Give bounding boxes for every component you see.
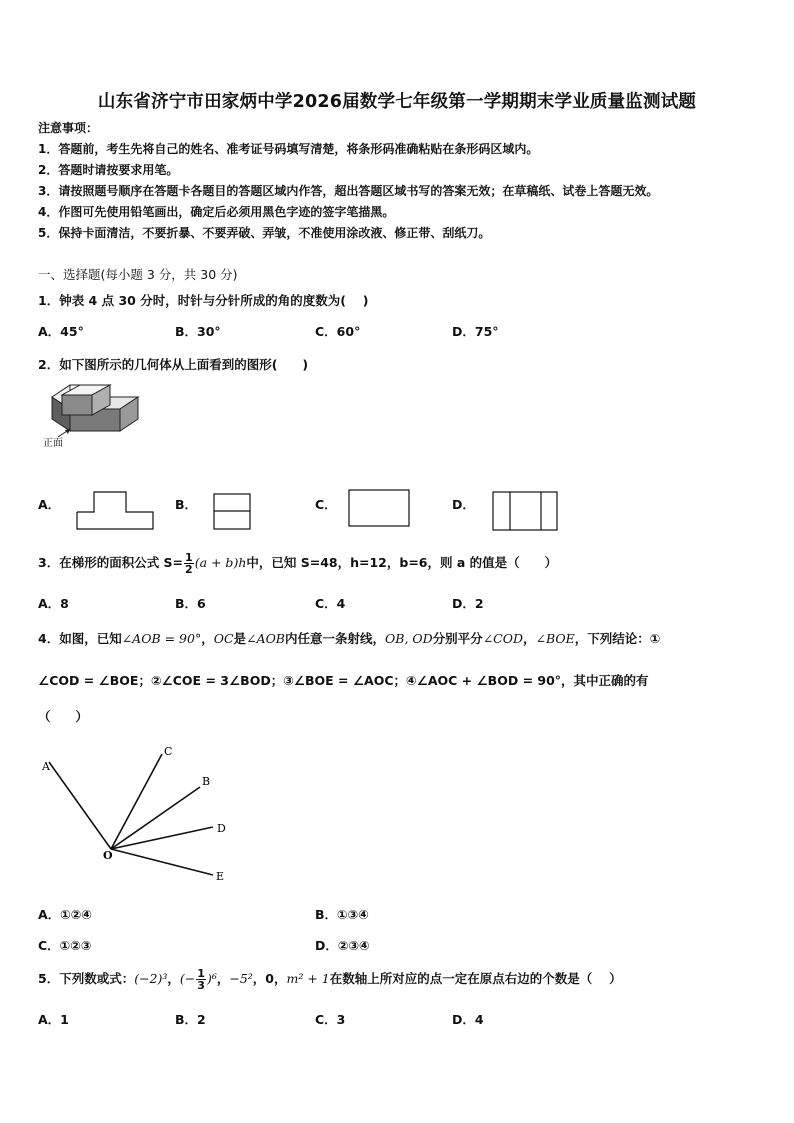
q1-option-c: C．60° bbox=[315, 324, 361, 339]
q4-l1-b: ， bbox=[201, 631, 214, 646]
q5-suffix: 在数轴上所对应的点一定在原点右边的个数是（ ） bbox=[329, 971, 622, 986]
notice-item-5: 5．保持卡面清洁，不要折暴、不要弄破、弄皱，不准使用涂改液、修正带、刮纸刀。 bbox=[38, 226, 491, 240]
q3-option-b: B．6 bbox=[175, 596, 206, 611]
q4-l1-m2: OC bbox=[213, 631, 234, 646]
q4-label-d: D bbox=[217, 822, 226, 835]
q1-option-b: B．30° bbox=[175, 324, 221, 339]
q3-frac-den: 2 bbox=[185, 563, 193, 576]
q3-option-c: C．4 bbox=[315, 596, 346, 611]
q2-option-b-figure bbox=[213, 493, 253, 531]
q4-option-b: B．①③④ bbox=[315, 907, 369, 922]
page-title: 山东省济宁市田家炳中学2026届数学七年级第一学期期末学业质量监测试题 bbox=[97, 92, 697, 112]
q2-option-c: C． bbox=[315, 497, 337, 512]
q5-frac-den: 3 bbox=[197, 979, 205, 992]
q2-option-a-figure bbox=[76, 491, 156, 531]
notice-heading: 注意事项： bbox=[38, 121, 99, 135]
q5-expr-2b: )⁶ bbox=[206, 971, 217, 986]
q4-l1-m5: ∠COD bbox=[482, 631, 523, 646]
q3-prefix: 3．在梯形的面积公式 S= bbox=[38, 555, 184, 570]
q2-option-d-figure bbox=[492, 491, 560, 533]
q4-label-b: B bbox=[202, 775, 211, 788]
question-4-line-2: ∠COD = ∠BOE；②∠COE = 3∠BOD；③∠BOE = ∠AOC；④∠AOC + ∠BOD = 90°，其中正确的有 bbox=[38, 673, 649, 688]
question-4-line-1 bbox=[38, 629, 660, 647]
q3-formula: (a + b)h bbox=[194, 555, 247, 570]
q4-option-d: D．②③④ bbox=[315, 938, 370, 953]
q4-l1-m4: OB, OD bbox=[385, 631, 433, 646]
q4-label-a: A bbox=[42, 760, 50, 773]
q5-expr-4: m² + 1 bbox=[286, 971, 330, 986]
q5-sep-1: ， bbox=[167, 971, 180, 986]
q2-front-label: 正面 bbox=[43, 438, 63, 449]
q2-option-d: D． bbox=[452, 497, 475, 512]
q4-label-c: C bbox=[164, 745, 173, 758]
q4-l1-d: 内任意一条射线， bbox=[285, 631, 386, 646]
q2-option-a: A． bbox=[38, 497, 61, 512]
q3-option-a: A．8 bbox=[38, 596, 69, 611]
q4-label-e: E bbox=[216, 870, 225, 883]
q4-angle-figure bbox=[36, 742, 236, 887]
question-5-text bbox=[38, 968, 622, 991]
q4-l1-e: 分别平分 bbox=[432, 631, 483, 646]
q3-frac-num: 1 bbox=[185, 551, 193, 564]
q5-expr-3: −5² bbox=[229, 971, 253, 986]
q5-option-b: B．2 bbox=[175, 1012, 206, 1027]
q5-expr-1: (−2)³ bbox=[134, 971, 168, 986]
q5-option-a: A．1 bbox=[38, 1012, 69, 1027]
q3-option-d: D．2 bbox=[452, 596, 484, 611]
q3-suffix: 中，已知 S=48，h=12，b=6，则 a 的值是（ ） bbox=[246, 555, 558, 570]
q4-l1-f: ， bbox=[523, 631, 536, 646]
q5-frac-num: 1 bbox=[197, 967, 205, 980]
q5-sep-3: ，0， bbox=[252, 971, 287, 986]
notice-item-4: 4．作图可先使用铅笔画出，确定后必须用黑色字迹的签字笔描黑。 bbox=[38, 205, 395, 219]
q5-option-c: C．3 bbox=[315, 1012, 346, 1027]
q1-option-a: A．45° bbox=[38, 324, 84, 339]
q4-option-c: C．①②③ bbox=[38, 938, 92, 953]
q4-l1-g: ，下列结论：① bbox=[574, 631, 661, 646]
question-2-text: 2．如下图所示的几何体从上面看到的图形( ) bbox=[38, 357, 309, 372]
notice-item-1: 1．答题前，考生先将自己的姓名、准考证号码填写清楚，将条形码准确粘贴在条形码区域内。 bbox=[38, 142, 539, 156]
q5-option-d: D．4 bbox=[452, 1012, 484, 1027]
question-4-line-3: （ ） bbox=[38, 709, 89, 724]
q4-label-o: O bbox=[103, 849, 113, 862]
q1-option-d: D．75° bbox=[452, 324, 499, 339]
q4-option-a: A．①②④ bbox=[38, 907, 92, 922]
q4-l1-m3: ∠AOB bbox=[246, 631, 285, 646]
section-heading: 一、选择题(每小题 3 分，共 30 分) bbox=[38, 267, 238, 282]
q4-l1-m6: ∠BOE bbox=[535, 631, 575, 646]
q2-option-c-figure bbox=[348, 489, 412, 529]
question-3-text bbox=[38, 552, 557, 575]
q4-l1-m1: ∠AOB = 90° bbox=[121, 631, 202, 646]
q3-fraction bbox=[184, 552, 194, 575]
q5-prefix: 5．下列数或式： bbox=[38, 971, 135, 986]
q4-l1-c: 是 bbox=[233, 631, 247, 646]
q4-l1-a: 4．如图，已知 bbox=[38, 631, 122, 646]
q5-fraction bbox=[196, 968, 206, 991]
q5-expr-2a: (− bbox=[179, 971, 196, 986]
notice-item-2: 2．答题时请按要求用笔。 bbox=[38, 163, 179, 177]
notice-item-3: 3．请按照题号顺序在答题卡各题目的答题区域内作答，超出答题区域书写的答案无效；在草稿纸、试卷上答题无效。 bbox=[38, 184, 659, 198]
q5-sep-2: ， bbox=[216, 971, 230, 986]
q2-option-b: B． bbox=[175, 497, 198, 512]
question-1-text: 1．钟表 4 点 30 分时，时针与分针所成的角的度数为( ) bbox=[38, 293, 369, 308]
